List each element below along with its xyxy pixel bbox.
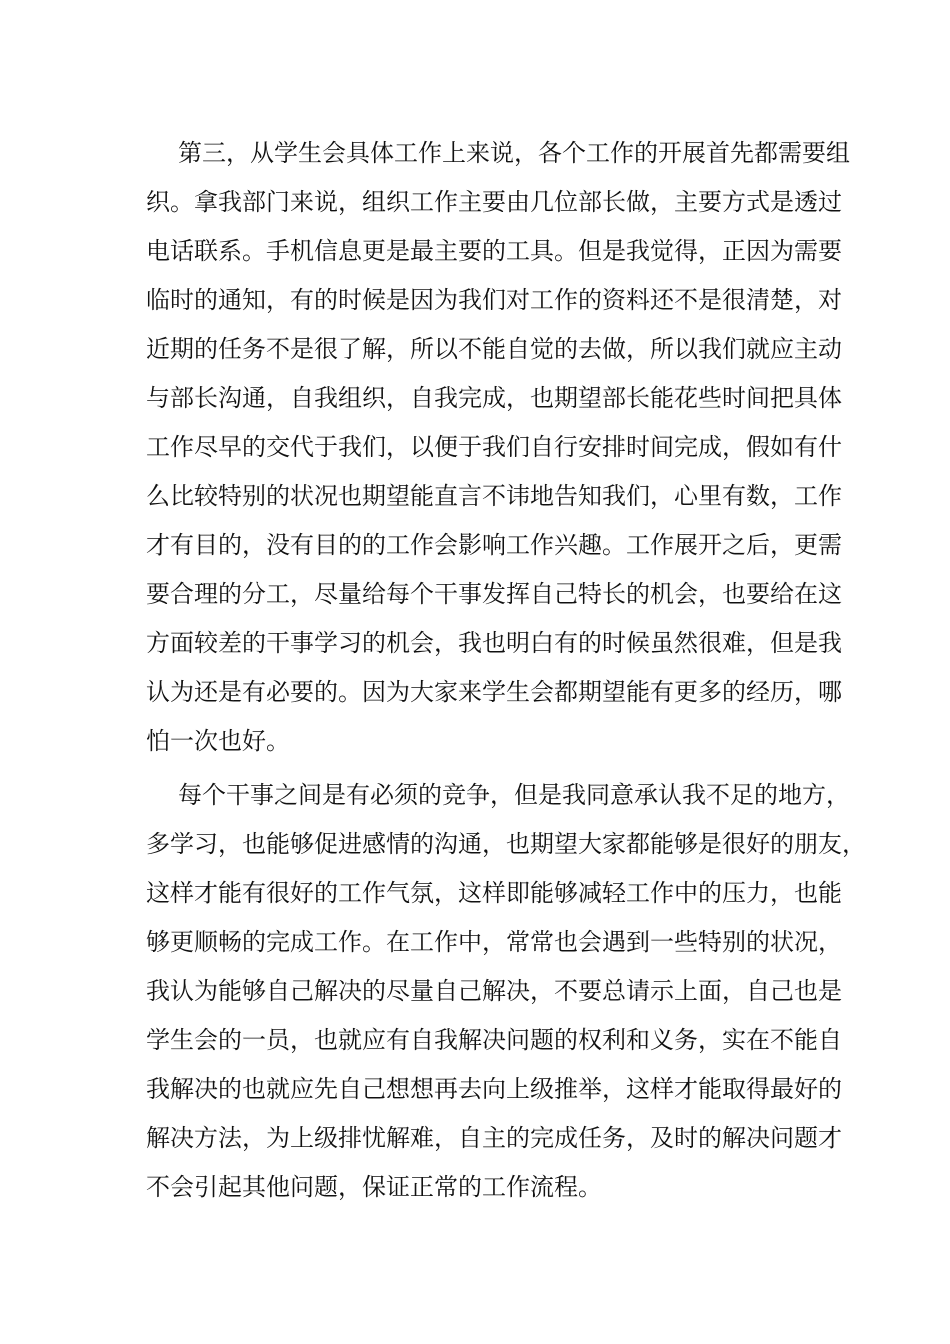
paragraph-1-line-13: 怕一次也好。: [146, 727, 290, 755]
paragraph-1-line-11: 方面较差的干事学习的机会，我也明白有的时候虽然很难，但是我: [146, 629, 842, 657]
paragraph-1-line-6: 与部长沟通，自我组织，自我完成，也期望部长能花些时间把具体: [146, 384, 842, 412]
paragraph-1-line-3: 电话联系。手机信息更是最主要的工具。但是我觉得，正因为需要: [146, 237, 842, 265]
paragraph-2-line-6: 学生会的一员，也就应有自我解决问题的权利和义务，实在不能自: [146, 1026, 842, 1054]
paragraph-2-line-2: 多学习，也能够促进感情的沟通，也期望大家都能够是很好的朋友，: [146, 830, 866, 858]
paragraph-2-line-7: 我解决的也就应先自己想想再去向上级推举，这样才能取得最好的: [146, 1075, 842, 1103]
paragraph-1-line-10: 要合理的分工，尽量给每个干事发挥自己特长的机会，也要给在这: [146, 580, 842, 608]
paragraph-1-line-5: 近期的任务不是很了解，所以不能自觉的去做，所以我们就应主动: [146, 335, 842, 363]
paragraph-2-line-3: 这样才能有很好的工作气氛，这样即能够减轻工作中的压力，也能: [146, 879, 842, 907]
paragraph-2-line-9: 不会引起其他问题，保证正常的工作流程。: [146, 1173, 602, 1201]
paragraph-1-line-7: 工作尽早的交代于我们，以便于我们自行安排时间完成，假如有什: [146, 433, 842, 461]
paragraph-1-line-1: 第三，从学生会具体工作上来说，各个工作的开展首先都需要组: [178, 139, 850, 167]
paragraph-1-line-2: 织。拿我部门来说，组织工作主要由几位部长做，主要方式是透过: [146, 188, 842, 216]
paragraph-2-line-1: 每个干事之间是有必须的竞争，但是我同意承认我不足的地方，: [178, 781, 850, 809]
paragraph-2-line-5: 我认为能够自己解决的尽量自己解决，不要总请示上面，自己也是: [146, 977, 842, 1005]
paragraph-1-line-8: 么比较特别的状况也期望能直言不讳地告知我们，心里有数，工作: [146, 482, 842, 510]
paragraph-1-line-12: 认为还是有必要的。因为大家来学生会都期望能有更多的经历，哪: [146, 678, 842, 706]
paragraph-2-line-4: 够更顺畅的完成工作。在工作中，常常也会遇到一些特别的状况，: [146, 928, 842, 956]
paragraph-1-line-9: 才有目的，没有目的的工作会影响工作兴趣。工作展开之后，更需: [146, 531, 842, 559]
paragraph-1-line-4: 临时的通知，有的时候是因为我们对工作的资料还不是很清楚，对: [146, 286, 842, 314]
paragraph-2-line-8: 解决方法，为上级排忧解难，自主的完成任务，及时的解决问题才: [146, 1124, 842, 1152]
